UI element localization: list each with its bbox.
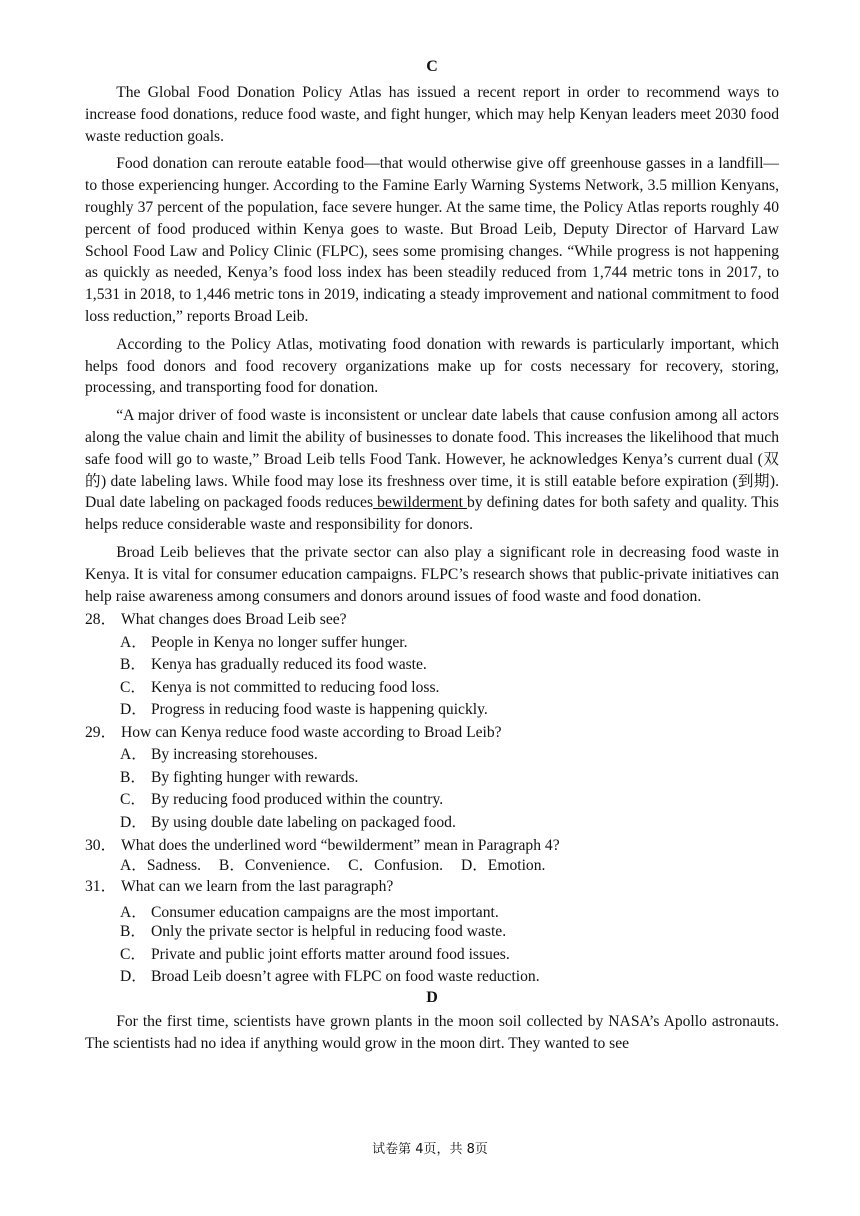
question-stem bbox=[85, 609, 779, 632]
option-c: C． Kenya is not committed to reducing food loss. bbox=[120, 678, 440, 696]
underlined-word-bewilderment: bewilderment bbox=[373, 494, 468, 512]
question-text: What changes does Broad Leib see? bbox=[121, 611, 347, 629]
paragraph-4-text-after: by defining dates for both safety and quality. This helps reduce considerable waste and responsibility for donors. bbox=[85, 494, 779, 534]
page-footer: 试卷第 4页，共 8页 bbox=[372, 1142, 488, 1157]
option-a: A． Consumer education campaigns are the most important. bbox=[120, 903, 499, 921]
question-text: How can Kenya reduce food waste according to Broad Leib? bbox=[121, 723, 502, 741]
option-b: B． Kenya has gradually reduced its food waste. bbox=[120, 656, 427, 674]
option-c: C．Confusion. bbox=[348, 857, 444, 875]
question-stem bbox=[85, 876, 779, 899]
option-a: A． People in Kenya no longer suffer hunger. bbox=[120, 633, 408, 651]
question-stem bbox=[85, 836, 779, 856]
question-number: 30． bbox=[85, 837, 117, 855]
question-31 bbox=[85, 876, 779, 989]
question-number: 31． bbox=[85, 878, 117, 896]
option-b: B． Only the private sector is helpful in reducing food waste. bbox=[120, 922, 507, 940]
question-number: 29． bbox=[85, 723, 117, 741]
question-30 bbox=[85, 836, 779, 876]
passage-c-paragraph-2: Food donation can reroute eatable food—that would otherwise give off greenhouse gasses in a landfill—to those experiencing hunger. According to the Famine Early Warning Systems Network, 3.5 million Kenyans, roughly 37 percent of the population, face severe hunger. At the same time, the Policy Atlas reports roughly 40 percent of food produced within Kenya goes to waste. But Broad Leib, Deputy Director of Harvard Law School Food Law and Policy Clinic (FLPC), sees some promising changes. “While progress is not happening as quickly as needed, Kenya’s food loss index has been steadily reduced from 1,744 metric tons in 2017, to 1,531 in 2018, to 1,446 metric tons in 2019, indicating a steady improvement and national commitment to food loss reduction,” reports Broad Leib. bbox=[85, 155, 779, 325]
option-d: D． By using double date labeling on packaged food. bbox=[120, 813, 456, 831]
option-a: A． By increasing storehouses. bbox=[120, 746, 318, 764]
question-29 bbox=[85, 722, 779, 835]
option-c: C． Private and public joint efforts matter around food issues. bbox=[120, 945, 510, 963]
inline-options bbox=[85, 856, 779, 876]
question-text: What can we learn from the last paragraph? bbox=[121, 878, 394, 896]
paragraph-4-text-before: “A major driver of food waste is inconsistent or unclear date labels that cause confusion among all actors along the value chain and limit the ability of businesses to donate food. This increases the likelihood that much safe food will go to waste,” Broad Leib tells Food Tank. However, he acknowledges Kenya’s current dual (双的) date labeling laws. While food may lose its freshness over time, it is still eatable before expiration (到期). Dual date labeling on packaged foods reduces bbox=[85, 407, 779, 512]
passage-c-paragraph-4 bbox=[85, 405, 779, 536]
option-b: B．Convenience. bbox=[218, 857, 331, 875]
option-a: A．Sadness. bbox=[120, 857, 202, 875]
option-c: C． By reducing food produced within the country. bbox=[120, 791, 444, 809]
option-b: B． By fighting hunger with rewards. bbox=[120, 768, 359, 786]
exam-page bbox=[85, 58, 779, 1060]
passage-c-paragraph-1: The Global Food Donation Policy Atlas has issued a recent report in order to recommend ways to increase food donations, reduce food waste, and fight hunger, which may help Kenyan leaders meet 2030 food waste reduction goals. bbox=[85, 84, 779, 145]
option-d: D． Broad Leib doesn’t agree with FLPC on food waste reduction. bbox=[120, 968, 540, 986]
question-number: 28． bbox=[85, 611, 117, 629]
question-28 bbox=[85, 609, 779, 722]
section-d-title: D bbox=[426, 988, 438, 1006]
section-c-title: C bbox=[426, 58, 438, 75]
passage-c-paragraph-3: According to the Policy Atlas, motivating food donation with rewards is particularly important, which helps food donors and food recovery organizations make up for costs necessary for recovery, storing, processing, and transporting food for donation. bbox=[85, 335, 779, 397]
option-d: D．Emotion. bbox=[460, 857, 546, 875]
option-d: D． Progress in reducing food waste is happening quickly. bbox=[120, 701, 488, 719]
passage-d-paragraph-1: For the first time, scientists have grown plants in the moon soil collected by NASA’s Apollo astronauts. The scientists had no idea if anything would grow in the moon dirt. They wanted to see bbox=[85, 1012, 779, 1052]
passage-c-paragraph-5: Broad Leib believes that the private sector can also play a significant role in decreasing food waste in Kenya. It is vital for consumer education campaigns. FLPC’s research shows that public-private initiatives can help raise awareness among consumers and donors around issues of food waste and food donation. bbox=[85, 543, 779, 605]
question-stem bbox=[85, 722, 779, 745]
question-text: What does the underlined word “bewilderment” mean in Paragraph 4? bbox=[121, 837, 560, 855]
